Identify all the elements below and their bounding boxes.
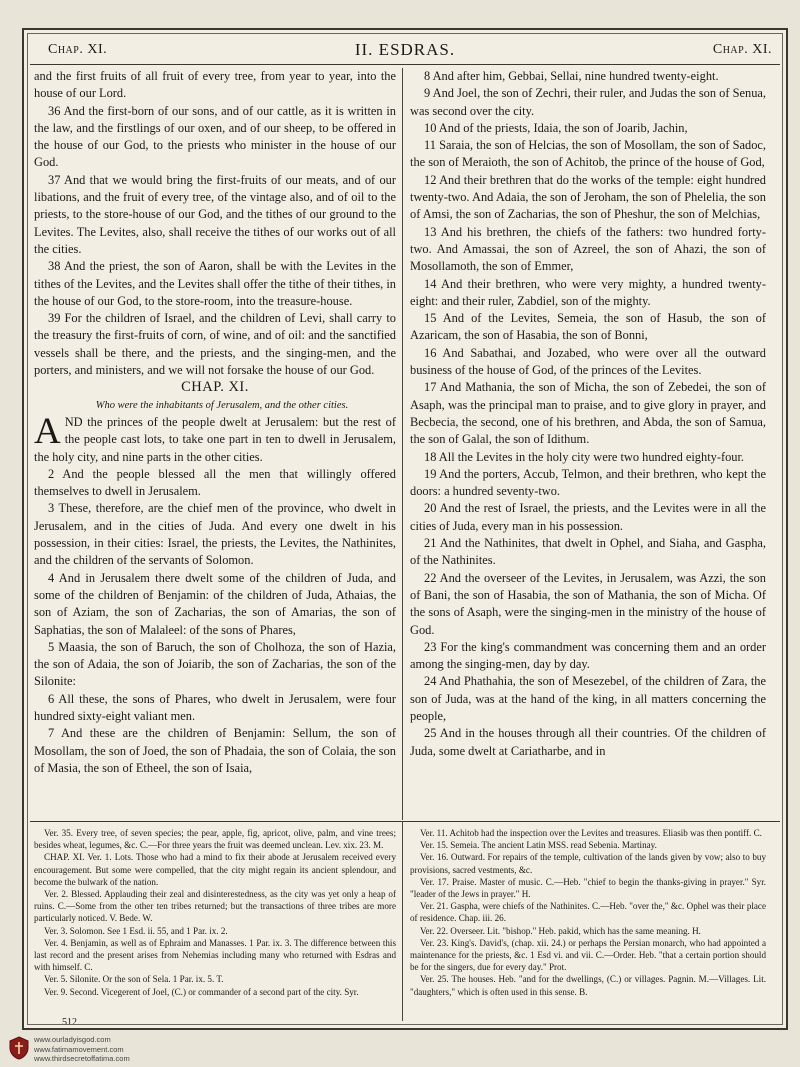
verse-9: 9 And Joel, the son of Zechri, their ruler, and Judas the son of Senua, was second over the city.	[410, 86, 766, 118]
watermark-urls	[34, 1035, 130, 1064]
header-rule	[30, 64, 780, 65]
verse-25: 25 And in the houses through all their countries. Of the children of Juda, some dwelt at Cariatharbe, and in	[410, 726, 766, 758]
footnotes-left	[34, 827, 396, 998]
header-book-title: II. ESDRAS.	[354, 40, 456, 59]
footnote: Ver. 22. Overseer. Lit. "bishop." Heb. pakid, which has the same meaning. H.	[420, 925, 701, 936]
right-column	[410, 68, 766, 760]
watermark-line[interactable]: www.fatimamovement.com	[34, 1044, 124, 1054]
footnote: Ver. 35. Every tree, of seven species; the pear, apple, fig, apricot, olive, palm, and vine trees; besides wheat, legumes, &c. C.—For three years the fruit was deemed unclean. Lev. xix. 23. M.	[34, 828, 396, 851]
seal-icon	[8, 1036, 30, 1060]
footnote: Ver. 21. Gaspha, were chiefs of the Nathinites. C.—Heb. "over the," &c. Ophel was their place of residence. Chap. iii. 26.	[410, 901, 766, 924]
page-header	[24, 40, 786, 66]
verse-13: 13 And his brethren, the chiefs of the fathers: two hundred forty-two. And Amassai, the son of Azreel, the son of Ahazi, the son of Mosollamoth, the son of Emmer,	[410, 224, 766, 274]
footnote: Ver. 15. Semeia. The ancient Latin MSS. read Sebenia. Martinay.	[420, 840, 657, 851]
verse-6: 6 All these, the sons of Phares, who dwelt in Jerusalem, were four hundred sixty-eight valiant men.	[34, 691, 396, 723]
verse-2: 2 And the people blessed all the men that willingly offered themselves to dwell in Jerusalem.	[34, 466, 396, 499]
watermark-line[interactable]: www.thirdsecretoffatima.com	[34, 1054, 130, 1063]
verse-18: 18 All the Levites in the holy city were two hundred eighty-four.	[424, 449, 745, 464]
verse-24: 24 And Phathahia, the son of Mesezebel, of the children of Zara, the son of Juda, was at the hand of the king, in all matters concerning the people,	[410, 674, 766, 723]
footnote: Ver. 4. Benjamin, as well as of Ephraim and Manasses. 1 Par. ix. 3. The difference between this last record and the present arises from Nehemias including many who returned with Esdras and with himself. C.	[34, 937, 396, 973]
verse-22: 22 And the overseer of the Levites, in Jerusalem, was Azzi, the son of Bani, the son of Hasabia, the son of Mathania, the son of Micha. Of the sons of Asaph, were the singing-men in the ministry of the house of God.	[410, 570, 766, 637]
verse-37: 37 And that we would bring the first-fruits of our meats, and of our libations, and the fruit of every tree, of the vintage also, and of oil to the priests, to the store-house of our God, and the tithes of our ground to the Levites. The Levites, also, shall receive the tithes of our works out of all the cities.	[34, 172, 396, 256]
footnote: Ver. 3. Solomon. See 1 Esd. ii. 55, and 1 Par. ix. 2.	[44, 925, 228, 936]
verse-14: 14 And their brethren, who were very mighty, a hundred twenty-eight: and their ruler, Zabdiel, son of the mighty.	[410, 276, 766, 308]
verse-39: 39 For the children of Israel, and the children of Levi, shall carry to the treasury the first-fruits of corn, of wine, and of oil: and the sanctified vessels shall be there, and the priests, and the singing-men, and the porters, and ministers, and we will not forsake the house of our God.	[34, 311, 396, 378]
verse-36: 36 And the first-born of our sons, and of our cattle, as it is written in the law, and the firstlings of our oxen, and of our sheep, to be offered in the house of our God, to the priests who minister in the house of our God.	[34, 103, 396, 170]
verse-17: 17 And Mathania, the son of Micha, the son of Zebedei, the son of Asaph, was the principal man to praise, and to give glory in prayer, and Becbecia, the second, one of his brethren, and Abda, the son of Samua, the son of Galal, the son of Idithum.	[410, 380, 766, 447]
footnote-divider	[402, 821, 403, 1021]
verse-20: 20 And the rest of Israel, the priests, and the Levites were in all the cities of Juda, every man in his possession.	[410, 501, 766, 533]
footnote: Ver. 9. Second. Vicegerent of Joel, (C.) or commander of a second part of the city. Syr.	[44, 986, 359, 997]
verse-8: 8 And after him, Gebbai, Sellai, nine hundred twenty-eight.	[424, 69, 719, 83]
page-number: 512	[62, 1017, 77, 1028]
footnote: Ver. 2. Blessed. Applauding their zeal and disinterestedness, as the city was yet only a heap of ruins. C.—Some from the other ten tribes returned; but the transactions of three tribes are more particularly noticed. V. Bede. W.	[34, 889, 396, 924]
footnote: Ver. 23. King's. David's, (chap. xii. 24.) or perhaps the Persian monarch, who had appointed a maintenance for the priests, &c. 1 Esd vi. and vii. C.—Order. Heb. "that a certain portion should be for the singers, due for every day." Prot.	[410, 937, 766, 973]
verse-1-text: ND the princes of the people dwelt at Jerusalem: but the rest of the people cast lots, to take one part in ten to dwell in Jerusalem, the holy city, and nine parts in the other cities.	[34, 414, 396, 464]
verse-12: 12 And their brethren that do the works of the temple: eight hundred twenty-two. And Adaia, the son of Jeroham, the son of Phelelia, the son of Amsi, the son of Zacharias, the son of Pheshur, the son of Melchias,	[410, 172, 766, 222]
verse-4: 4 And in Jerusalem there dwelt some of the children of Juda, and some of the children of Benjamin: of the children of Juda, Athaias, the son of Aziam, the son of Zacharias, the son of Amarias, the son of Saphatias, the son of Malaleel: of the sons of Phares,	[34, 570, 396, 637]
chapter-heading: CHAP. XI.	[181, 379, 249, 396]
verse-38: 38 And the priest, the son of Aaron, shall be with the Levites in the tithes of the Levites, and the Levites shall offer the tithe of their tithes, in the house of our God, to the store-room, into the treasure-house.	[34, 259, 396, 308]
verse-15: 15 And of the Levites, Semeia, the son of Hasub, the son of Azaricam, the son of Hasabia, the son of Bonni,	[410, 311, 766, 343]
footnote: CHAP. XI. Ver. 1. Lots. Those who had a mind to fix their abode at Jerusalem received every encouragement. But some were compelled, that the city might regain its ancient splendour, and become the bulwark of the nation.	[34, 852, 396, 887]
column-divider	[402, 68, 403, 820]
verse-16: 16 And Sabathai, and Jozabed, who were over all the outward business of the house of God, of the princes of the Levites.	[410, 345, 766, 378]
verse-21: 21 And the Nathinites, that dwelt in Ophel, and Siaha, and Gaspha, of the Nathinites.	[410, 536, 766, 568]
verse-11: 11 Saraia, the son of Helcias, the son of Mosollam, the son of Sadoc, the son of Meraioth, the son of Achitob, the prince of the house of God,	[410, 138, 766, 170]
drop-cap: A	[34, 410, 61, 452]
watermark-line[interactable]: www.ourladyisgod.com	[34, 1035, 111, 1044]
footnote-rule	[30, 821, 780, 822]
verse-5: 5 Maasia, the son of Baruch, the son of Cholhoza, the son of Hazia, the son of Adaia, the son of Joiarib, the son of Zacharias, the son of the Silonite:	[34, 639, 396, 689]
verse-1	[34, 410, 396, 466]
verse-19: 19 And the porters, Accub, Telmon, and their brethren, who kept the doors: a hundred seventy-two.	[410, 466, 766, 499]
verse-10: 10 And of the priests, Idaia, the son of Joarib, Jachin,	[424, 120, 688, 135]
header-chapter-left: Chap. XI.	[48, 42, 108, 57]
footnote: Ver. 11. Achitob had the inspection over the Levites and treasures. Eliasib was then pontiff. C.	[420, 828, 762, 838]
footnote: Ver. 16. Outward. For repairs of the temple, cultivation of the lands given by vow; also to buy provisions, sacred vestments, &c.	[410, 852, 766, 875]
verse-7: 7 And these are the children of Benjamin: Sellum, the son of Mosollam, the son of Joed, the son of Phadaia, the son of Colaia, the son of Masia, the son of Etheel, the son of Isaia,	[34, 726, 396, 775]
footnote: Ver. 5. Silonite. Or the son of Sela. 1 Par. ix. 5. T.	[44, 974, 224, 985]
verse-continuation: and the first fruits of all fruit of every tree, from year to year, into the house of our Lord.	[34, 69, 396, 101]
footnote: Ver. 17. Praise. Master of music. C.—Heb. "chief to begin the thanks-giving in prayer." Syr. "leader of the Jews in prayer." H.	[410, 876, 766, 900]
verse-3: 3 These, therefore, are the chief men of the province, who dwelt in Jerusalem, and in the cities of Juda. And every one dwelt in his possession, in their cities: Israel, the priests, the Levites, the Nathinites, and the children of the servants of Solomon.	[34, 501, 396, 568]
left-column	[34, 68, 396, 777]
verse-23: 23 For the king's commandment was concerning them and an order among the singing-men, day by day.	[410, 639, 766, 672]
header-chapter-right: Chap. XI.	[712, 42, 772, 57]
footnotes-right	[410, 827, 766, 998]
footnote: Ver. 25. The houses. Heb. "and for the dwellings, (C.) or villages. Pagnin. M.—Villages. Lit. "daughters," which is often used in this sense. B.	[410, 974, 766, 997]
bible-page	[22, 28, 788, 1030]
chapter-summary: Who were the inhabitants of Jerusalem, and the other cities.	[95, 399, 349, 411]
